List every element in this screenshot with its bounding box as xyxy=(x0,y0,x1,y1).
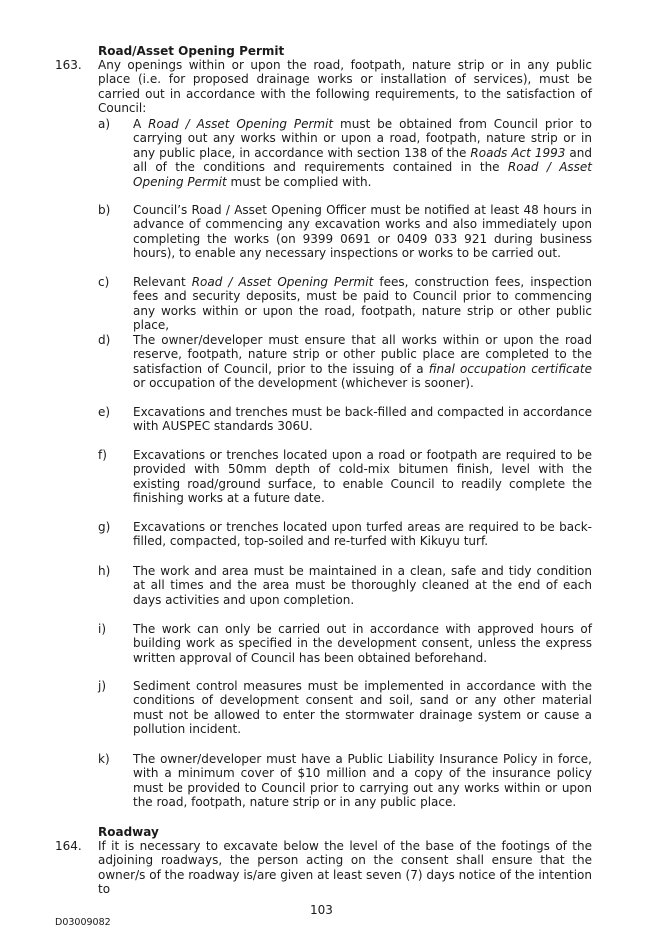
clause-number-164: 164. xyxy=(55,839,82,853)
item-letter-h: h) xyxy=(98,564,111,578)
item-letter-e: e) xyxy=(98,405,111,419)
item-letter-g: g) xyxy=(98,520,111,534)
item-letter-f: f) xyxy=(98,448,107,462)
item-j-text: Sediment control measures must be implemented in accordance with the conditions of development consent and soil, sand or any other material must not be allowed to enter the stormwater drainage system or cause a pollution incident. xyxy=(133,679,592,737)
page-number: 103 xyxy=(310,903,333,917)
item-k-text: The owner/developer must have a Public Liability Insurance Policy in force, with a minimum cover of $10 million and a copy of the insurance policy must be provided to Council prior to carrying out any works within or upon the road, footpath, nature strip or in any public place. xyxy=(133,752,592,810)
item-letter-k: k) xyxy=(98,752,110,766)
item-b-text: Council’s Road / Asset Opening Officer must be notified at least 48 hours in advance of commencing any excavation works and also immediately upon completing the works (on 9399 0691 or 0409 033 921 during business hours), to enable any necessary inspections or works to be carried out. xyxy=(133,203,592,261)
item-i-text: The work can only be carried out in accordance with approved hours of building work as specified in the development consent, unless the express written approval of Council has been obtained beforehand. xyxy=(133,622,592,665)
item-letter-c: c) xyxy=(98,275,110,289)
item-e-text: Excavations and trenches must be back-filled and compacted in accordance with AUSPEC standards 306U. xyxy=(133,405,592,434)
item-letter-j: j) xyxy=(98,679,107,693)
section-heading-road-asset-opening-permit: Road/Asset Opening Permit xyxy=(98,44,285,58)
item-letter-i: i) xyxy=(98,622,107,636)
item-letter-d: d) xyxy=(98,333,111,347)
item-c-text: Relevant Road / Asset Opening Permit fees, construction fees, inspection fees and security deposits, must be paid to Council prior to commencing any works within or upon the road, footpath, nature strip or other public place, xyxy=(133,275,592,333)
item-a-text: A Road / Asset Opening Permit must be obtained from Council prior to carrying out any works within or upon a road, footpath, nature strip or in any public place, in accordance with section 138 of the Roads Act 1993 and all of the conditions and requirements contained in the Road / Asset Opening Permit must be complied with. xyxy=(133,117,592,189)
clause-164-text: If it is necessary to excavate below the level of the base of the footings of the adjoining roadways, the person acting on the consent shall ensure that the owner/s of the roadway is/are given at least seven (7) days notice of the intention to xyxy=(98,839,592,897)
section-heading-roadway: Roadway xyxy=(98,825,159,839)
item-d-text: The owner/developer must ensure that all works within or upon the road reserve, footpath, nature strip or other public place are completed to the satisfaction of Council, prior to the issuing of a final occupation certificate or occupation of the development (whichever is sooner). xyxy=(133,333,592,391)
clause-163-intro: Any openings within or upon the road, footpath, nature strip or in any public place (i.e. for proposed drainage works or installation of services), must be carried out in accordance with the following requirements, to the satisfaction of Council: xyxy=(98,58,592,116)
item-letter-b: b) xyxy=(98,203,111,217)
item-g-text: Excavations or trenches located upon turfed areas are required to be back-filled, compacted, top-soiled and re-turfed with Kikuyu turf. xyxy=(133,520,592,549)
item-letter-a: a) xyxy=(98,117,111,131)
clause-number-163: 163. xyxy=(55,58,82,72)
document-id: D03009082 xyxy=(55,917,111,928)
item-h-text: The work and area must be maintained in a clean, safe and tidy condition at all times and the area must be thoroughly cleaned at the end of each days activities and upon completion. xyxy=(133,564,592,607)
item-f-text: Excavations or trenches located upon a road or footpath are required to be provided with 50mm depth of cold-mix bitumen finish, level with the existing road/ground surface, to enable Council to readily complete the finishing works at a future date. xyxy=(133,448,592,506)
